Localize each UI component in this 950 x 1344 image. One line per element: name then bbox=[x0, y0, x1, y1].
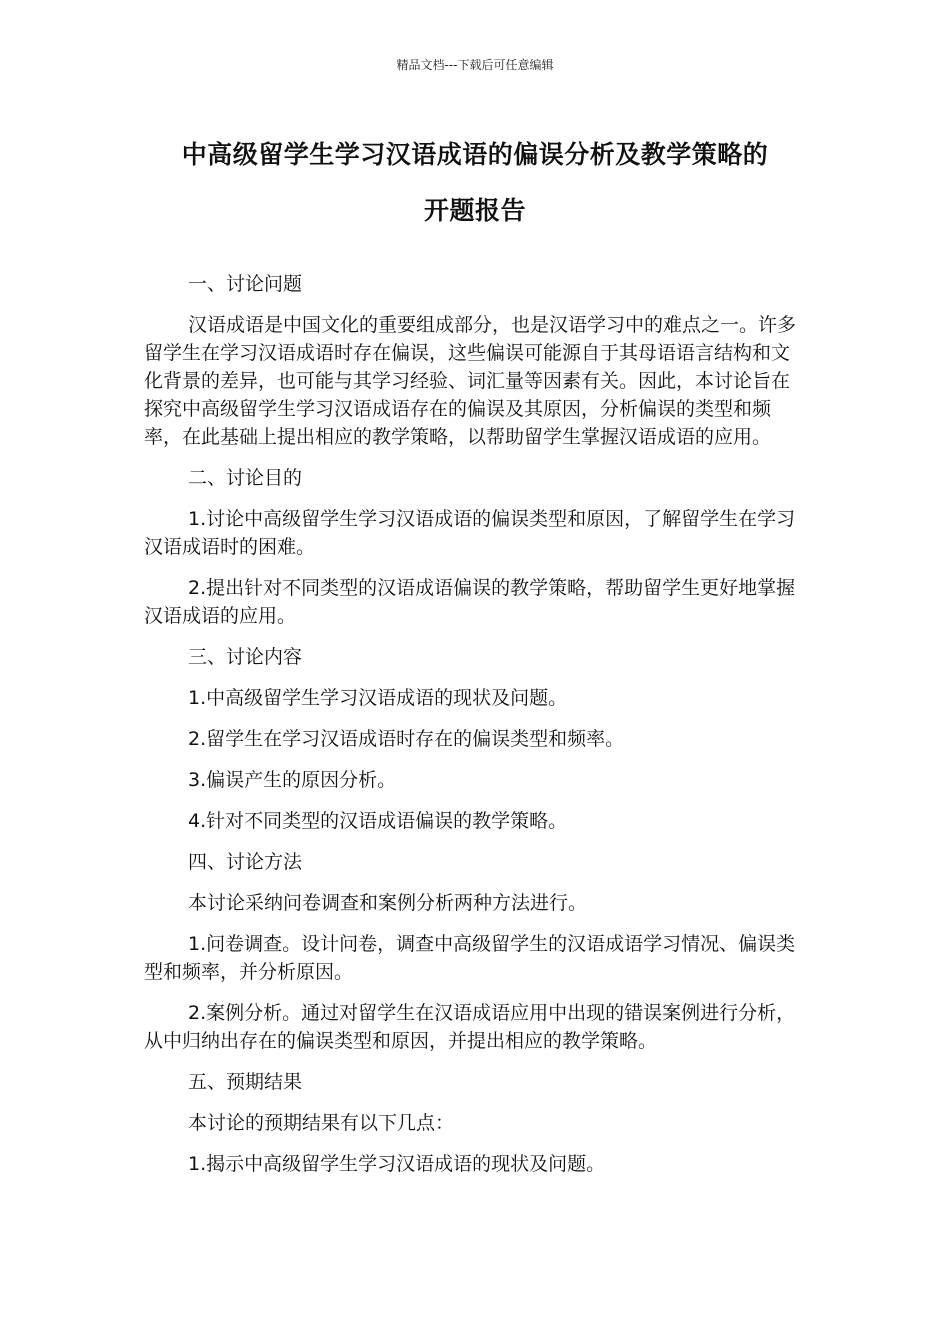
document-title-line-2: 开题报告 bbox=[423, 196, 526, 225]
document-title-line-1: 中高级留学生学习汉语成语的偏误分析及教学策略的 bbox=[181, 140, 769, 169]
paragraph-research-question: 汉语成语是中国文化的重要组成部分，也是汉语学习中的难点之一。许多留学生在学习汉语成语时存在偏误，这些偏误可能源自于其母语语言结构和文化背景的差异，也可能与其学习经验、词汇量等因素有关。因此，本讨论旨在探究中高级留学生学习汉语成语存在的偏误及其原因，分析偏误的类型和频率，在此基础上提出相应的教学策略，以帮助留学生掌握汉语成语的应用。 bbox=[144, 314, 797, 448]
paragraph-content-3: 3.偏误产生的原因分析。 bbox=[188, 769, 397, 791]
section-heading-method: 四、讨论方法 bbox=[188, 851, 303, 873]
header-note: 精品文档---下载后可任意编辑 bbox=[396, 58, 554, 72]
paragraph-purpose-1: 1.讨论中高级留学生学习汉语成语的偏误类型和原因，了解留学生在学习汉语成语时的困难。 bbox=[144, 508, 796, 558]
paragraph-method-2: 2.案例分析。通过对留学生在汉语成语应用中出现的错误案例进行分析，从中归纳出存在的偏误类型和原因，并提出相应的教学策略。 bbox=[144, 1002, 796, 1052]
paragraph-content-1: 1.中高级留学生学习汉语成语的现状及问题。 bbox=[188, 687, 568, 709]
paragraph-expected-intro: 本讨论的预期结果有以下几点： bbox=[188, 1112, 455, 1134]
paragraph-content-2: 2.留学生在学习汉语成语时存在的偏误类型和频率。 bbox=[188, 728, 625, 750]
paragraph-purpose-2: 2.提出针对不同类型的汉语成语偏误的教学策略，帮助留学生更好地掌握汉语成语的应用。 bbox=[144, 577, 796, 627]
section-heading-expected-results: 五、预期结果 bbox=[188, 1071, 303, 1093]
paragraph-expected-1: 1.揭示中高级留学生学习汉语成语的现状及问题。 bbox=[188, 1153, 606, 1175]
section-heading-content: 三、讨论内容 bbox=[188, 646, 303, 668]
paragraph-content-4: 4.针对不同类型的汉语成语偏误的教学策略。 bbox=[188, 810, 568, 832]
paragraph-method-intro: 本讨论采纳问卷调查和案例分析两种方法进行。 bbox=[188, 892, 588, 914]
paragraph-method-1: 1.问卷调查。设计问卷，调查中高级留学生的汉语成语学习情况、偏误类型和频率，并分析原因。 bbox=[144, 933, 796, 983]
section-heading-purpose: 二、讨论目的 bbox=[188, 467, 303, 489]
section-heading-research-question: 一、讨论问题 bbox=[188, 273, 303, 295]
document-body bbox=[144, 270, 800, 1191]
